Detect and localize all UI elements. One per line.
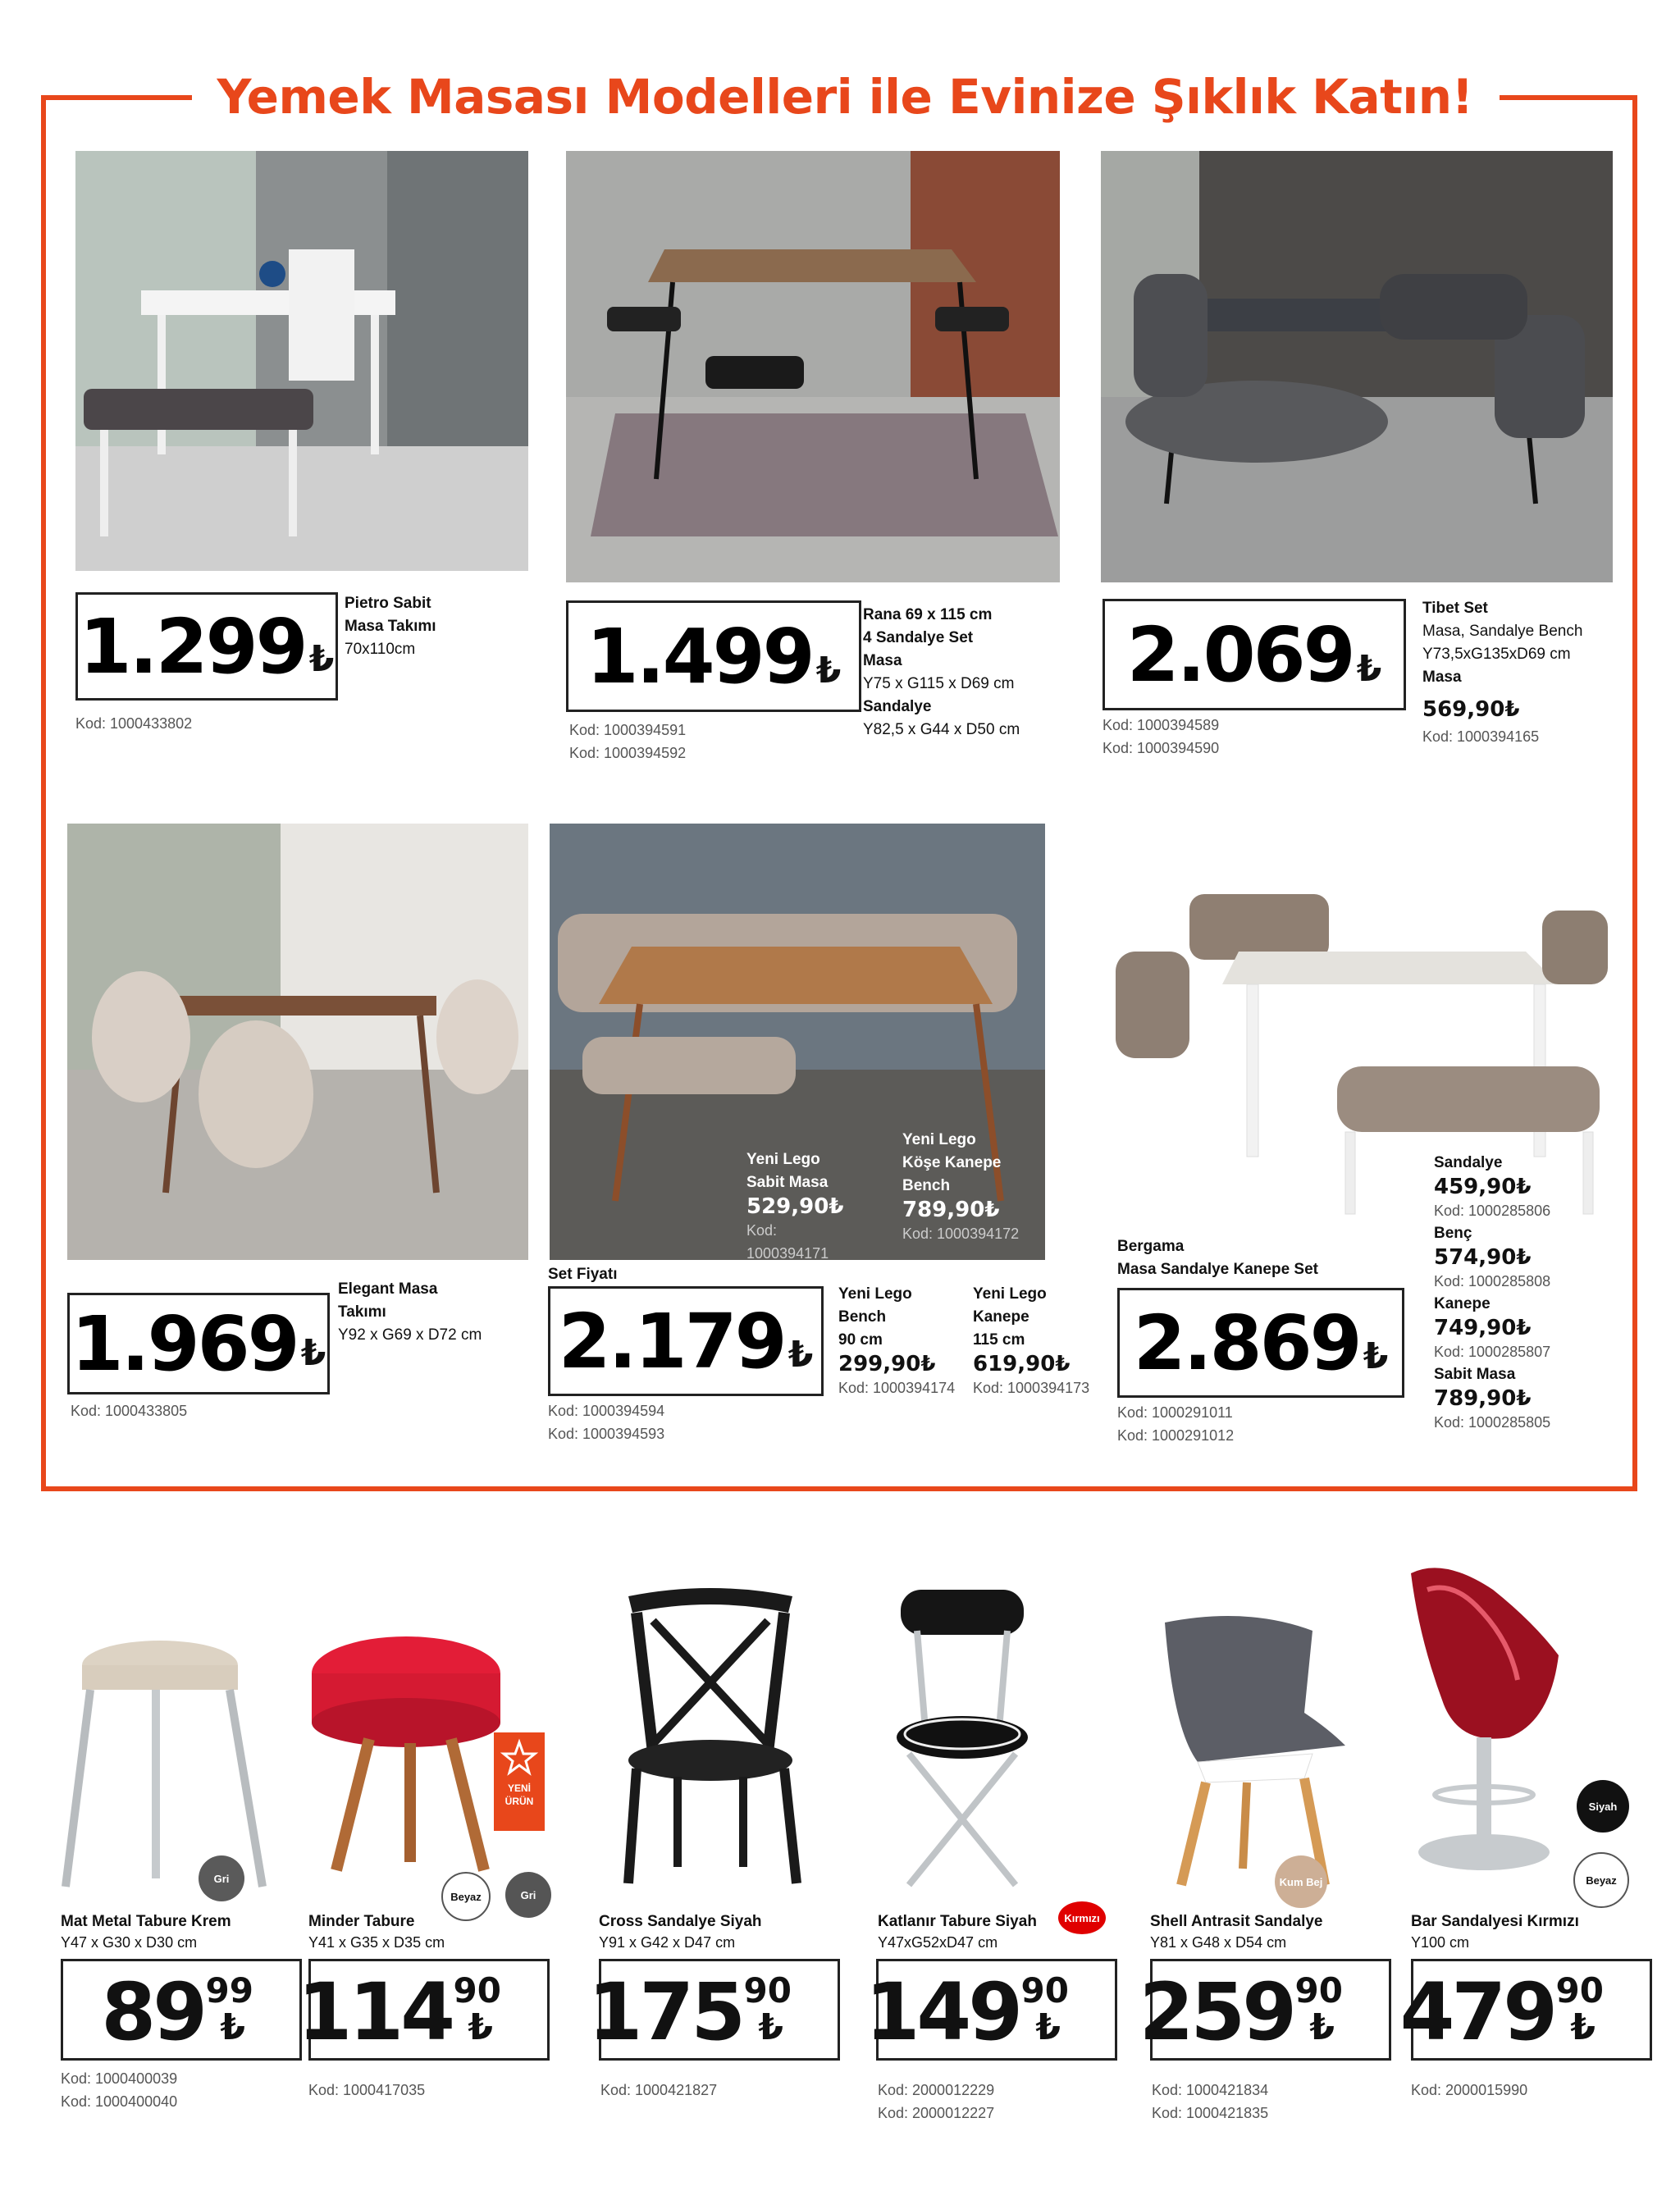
lego-bench-name-2: Bench	[838, 1308, 887, 1326]
product-kod-1: Kod: 1000421827	[600, 2082, 718, 2098]
elegant-price: 1.969	[71, 1299, 298, 1388]
lego-kose-price: 789,90₺	[902, 1198, 1000, 1222]
frame-top-left	[41, 95, 192, 100]
lego-kose-name-2: Köşe Kanepe	[902, 1154, 1002, 1171]
bergama-kanepe-price: 749,90₺	[1434, 1316, 1532, 1340]
frame-bottom	[41, 1486, 1637, 1491]
badge-line-1: YENİ	[507, 1782, 531, 1794]
rana-kod-1: Kod: 1000394591	[569, 722, 687, 738]
bergama-kanepe-label: Kanepe	[1434, 1295, 1491, 1312]
currency-symbol: ₺	[1570, 2006, 1596, 2048]
rana-line-1: Rana 69 x 115 cm	[863, 606, 993, 623]
bergama-benc-kod: Kod: 1000285808	[1434, 1273, 1551, 1289]
page-headline: Yemek Masası Modelleri ile Evinize Şıklık Katın!	[217, 69, 1473, 125]
product-name: Mat Metal Tabure Krem	[61, 1913, 231, 1930]
bergama-kanepe-kod: Kod: 1000285807	[1434, 1344, 1551, 1360]
elegant-kod: Kod: 1000433805	[71, 1403, 188, 1419]
katlanir-tabure-photo	[876, 1582, 1057, 1893]
product-kod-1: Kod: 2000012229	[878, 2082, 995, 2098]
product-kod-2: Kod: 1000421835	[1152, 2105, 1269, 2121]
bergama-title-1: Bergama	[1117, 1238, 1185, 1255]
bergama-benc-price: 574,90₺	[1434, 1245, 1532, 1270]
currency-symbol: ₺	[1309, 2006, 1335, 2048]
rana-line-6: Y82,5 x G44 x D50 cm	[863, 721, 1020, 738]
tibet-photo	[1101, 151, 1613, 582]
bergama-sandalye-kod: Kod: 1000285806	[1434, 1203, 1551, 1219]
bergama-description	[1117, 1235, 1318, 1281]
price-cents: 90	[453, 1970, 501, 2011]
product-kod-2: Kod: 1000400040	[61, 2093, 178, 2110]
lego-sabit-name-2: Sabit Masa	[746, 1174, 829, 1191]
tabure-krem-photo	[49, 1624, 287, 1895]
rana-line-5: Sandalye	[863, 698, 932, 715]
product-dims: Y47xG52xD47 cm	[878, 1934, 998, 1951]
pietro-photo	[75, 151, 528, 571]
elegant-photo	[67, 824, 528, 1260]
product-dims: Y91 x G42 x D47 cm	[599, 1934, 736, 1951]
lego-bench-kod: Kod: 1000394174	[838, 1380, 956, 1396]
tibet-line-3: Y73,5xG135xD69 cm	[1422, 646, 1571, 663]
color-chip-beyaz[interactable]: Beyaz	[1573, 1852, 1629, 1908]
price-whole: 175	[587, 1966, 742, 2058]
currency-symbol: ₺	[220, 2006, 245, 2048]
pietro-price-box	[75, 592, 338, 701]
tibet-masa-kod: Kod: 1000394165	[1422, 728, 1540, 745]
price-box	[61, 1959, 302, 2061]
lego-kose-overlay	[902, 1129, 1042, 1245]
pietro-kod: Kod: 1000433802	[75, 715, 193, 732]
price-box	[865, 1959, 1117, 2061]
lego-sabit-name-1: Yeni Lego	[746, 1151, 820, 1168]
pietro-price: 1.299	[79, 602, 306, 691]
price-whole: 149	[865, 1966, 1020, 2058]
price-whole: 114	[297, 1966, 452, 2058]
product-dims: Y81 x G48 x D54 cm	[1150, 1934, 1287, 1951]
price-cents: 90	[1555, 1970, 1604, 2011]
currency-symbol: ₺	[815, 650, 842, 691]
lego-price: 2.179	[558, 1297, 785, 1385]
badge-line-2: ÜRÜN	[504, 1796, 534, 1807]
color-chip-beyaz[interactable]: Beyaz	[441, 1872, 491, 1921]
product-kod-1: Kod: 1000417035	[308, 2082, 426, 2098]
rana-description	[863, 604, 1020, 742]
frame-right	[1632, 95, 1637, 1491]
cross-sandalye-photo	[604, 1580, 817, 1892]
price-whole: 259	[1139, 1966, 1294, 2058]
color-chip-kirmizi[interactable]: Kırmızı	[1058, 1901, 1106, 1934]
lego-kanepe-name-2: Kanepe	[973, 1308, 1029, 1326]
lego-kanepe-price: 619,90₺	[973, 1352, 1071, 1376]
bergama-masa-label: Sabit Masa	[1434, 1366, 1516, 1383]
price-box	[297, 1959, 550, 2061]
lego-bench-name-3: 90 cm	[838, 1331, 883, 1349]
tibet-price: 2.069	[1126, 610, 1354, 699]
tibet-kod-2: Kod: 1000394590	[1102, 740, 1220, 756]
lego-kose-kod: Kod: 1000394172	[902, 1226, 1020, 1242]
elegant-title-1: Elegant Masa	[338, 1280, 438, 1298]
pietro-title-1: Pietro Sabit	[345, 595, 431, 612]
rana-line-2: 4 Sandalye Set	[863, 629, 974, 646]
price-box	[587, 1959, 840, 2061]
price-cents: 99	[205, 1970, 253, 2011]
product-kod-1: Kod: 1000421834	[1152, 2082, 1269, 2098]
price-cents: 90	[1294, 1970, 1343, 2011]
lego-set-label: Set Fiyatı	[548, 1266, 618, 1283]
bergama-parts	[1434, 1152, 1550, 1434]
currency-symbol: ₺	[1035, 2006, 1061, 2048]
bergama-price: 2.869	[1133, 1299, 1360, 1387]
product-kod-1: Kod: 1000400039	[61, 2070, 178, 2087]
lego-bench-name-1: Yeni Lego	[838, 1285, 912, 1303]
shell-sandalye-photo	[1148, 1606, 1354, 1893]
elegant-dims: Y92 x G69 x D72 cm	[338, 1326, 482, 1344]
product-name: Shell Antrasit Sandalye	[1150, 1913, 1323, 1930]
tibet-kod-1: Kod: 1000394589	[1102, 717, 1220, 733]
lego-kose-name-1: Yeni Lego	[902, 1131, 976, 1148]
color-chip-gri[interactable]: Gri	[505, 1872, 551, 1918]
lego-kod-2: Kod: 1000394593	[548, 1426, 665, 1442]
price-box	[1399, 1959, 1652, 2061]
bergama-masa-price: 789,90₺	[1434, 1386, 1532, 1411]
product-kod-2: Kod: 2000012227	[878, 2105, 995, 2121]
rana-price-box	[566, 600, 861, 712]
elegant-description	[338, 1278, 482, 1347]
product-dims: Y47 x G30 x D30 cm	[61, 1934, 198, 1951]
price-cents: 90	[1020, 1970, 1069, 2011]
price-box	[1139, 1959, 1391, 2061]
tibet-line-1: Tibet Set	[1422, 600, 1488, 617]
bar-sandalye-photo	[1395, 1557, 1575, 1885]
currency-symbol: ₺	[788, 1334, 814, 1376]
price-whole: 479	[1399, 1966, 1554, 2058]
bergama-price-box	[1117, 1288, 1404, 1398]
rana-kod-2: Kod: 1000394592	[569, 745, 687, 761]
product-name: Katlanır Tabure Siyah	[878, 1913, 1037, 1930]
tibet-price-box	[1102, 599, 1406, 710]
bergama-kod-1: Kod: 1000291011	[1117, 1404, 1233, 1421]
lego-bench-price: 299,90₺	[838, 1352, 936, 1376]
lego-sabit-price: 529,90₺	[746, 1194, 844, 1219]
lego-kanepe-name-1: Yeni Lego	[973, 1285, 1047, 1303]
currency-symbol: ₺	[1363, 1335, 1389, 1377]
lego-kanepe-info	[973, 1283, 1089, 1399]
price-whole: 89	[101, 1966, 204, 2058]
bergama-sandalye-label: Sandalye	[1434, 1154, 1503, 1171]
tibet-line-2: Masa, Sandalye Bench	[1422, 623, 1583, 640]
elegant-title-2: Takımı	[338, 1303, 386, 1321]
pietro-dims: 70x110cm	[345, 641, 416, 658]
currency-symbol: ₺	[308, 638, 335, 680]
currency-symbol: ₺	[468, 2006, 493, 2048]
lego-sabit-kod: Kod: 1000394171	[746, 1222, 829, 1262]
pietro-description	[345, 592, 436, 661]
tibet-line-4: Masa	[1422, 669, 1462, 686]
lego-kanepe-name-3: 115 cm	[973, 1331, 1025, 1349]
bergama-sandalye-price: 459,90₺	[1434, 1175, 1532, 1199]
frame-top-right	[1500, 95, 1637, 100]
bergama-kod-2: Kod: 1000291012	[1117, 1427, 1235, 1444]
lego-kose-name-3: Bench	[902, 1177, 951, 1194]
product-name: Minder Tabure	[308, 1913, 415, 1930]
rana-line-3: Masa	[863, 652, 902, 669]
product-name: Bar Sandalyesi Kırmızı	[1411, 1913, 1579, 1930]
color-chip-kum-bej[interactable]: Kum Bej	[1275, 1855, 1327, 1908]
new-product-badge	[494, 1732, 545, 1831]
lego-bench-info	[838, 1283, 955, 1399]
currency-symbol: ₺	[758, 2006, 783, 2048]
currency-symbol: ₺	[300, 1332, 326, 1374]
rana-line-4: Y75 x G115 x D69 cm	[863, 675, 1015, 692]
rana-price: 1.499	[586, 612, 813, 701]
lego-kod-1: Kod: 1000394594	[548, 1403, 665, 1419]
bergama-benc-label: Benç	[1434, 1225, 1472, 1242]
product-dims: Y100 cm	[1411, 1934, 1470, 1951]
bergama-masa-kod: Kod: 1000285805	[1434, 1414, 1551, 1431]
color-chip-gri[interactable]: Gri	[199, 1855, 244, 1901]
lego-kanepe-kod: Kod: 1000394173	[973, 1380, 1090, 1396]
elegant-price-box	[67, 1293, 330, 1394]
lego-price-box	[548, 1286, 824, 1396]
frame-left	[41, 95, 46, 1491]
lego-sabit-masa-overlay	[746, 1148, 853, 1265]
price-cents: 90	[743, 1970, 792, 2011]
product-name: Cross Sandalye Siyah	[599, 1913, 762, 1930]
color-chip-siyah[interactable]: Siyah	[1577, 1780, 1629, 1833]
bergama-title-2: Masa Sandalye Kanepe Set	[1117, 1261, 1318, 1278]
product-kod-1: Kod: 2000015990	[1411, 2082, 1528, 2098]
currency-symbol: ₺	[1356, 648, 1382, 690]
pietro-title-2: Masa Takımı	[345, 618, 436, 635]
rana-photo	[566, 151, 1060, 582]
product-dims: Y41 x G35 x D35 cm	[308, 1934, 445, 1951]
tibet-description	[1422, 597, 1582, 689]
tibet-masa-price: 569,90₺	[1422, 697, 1520, 722]
